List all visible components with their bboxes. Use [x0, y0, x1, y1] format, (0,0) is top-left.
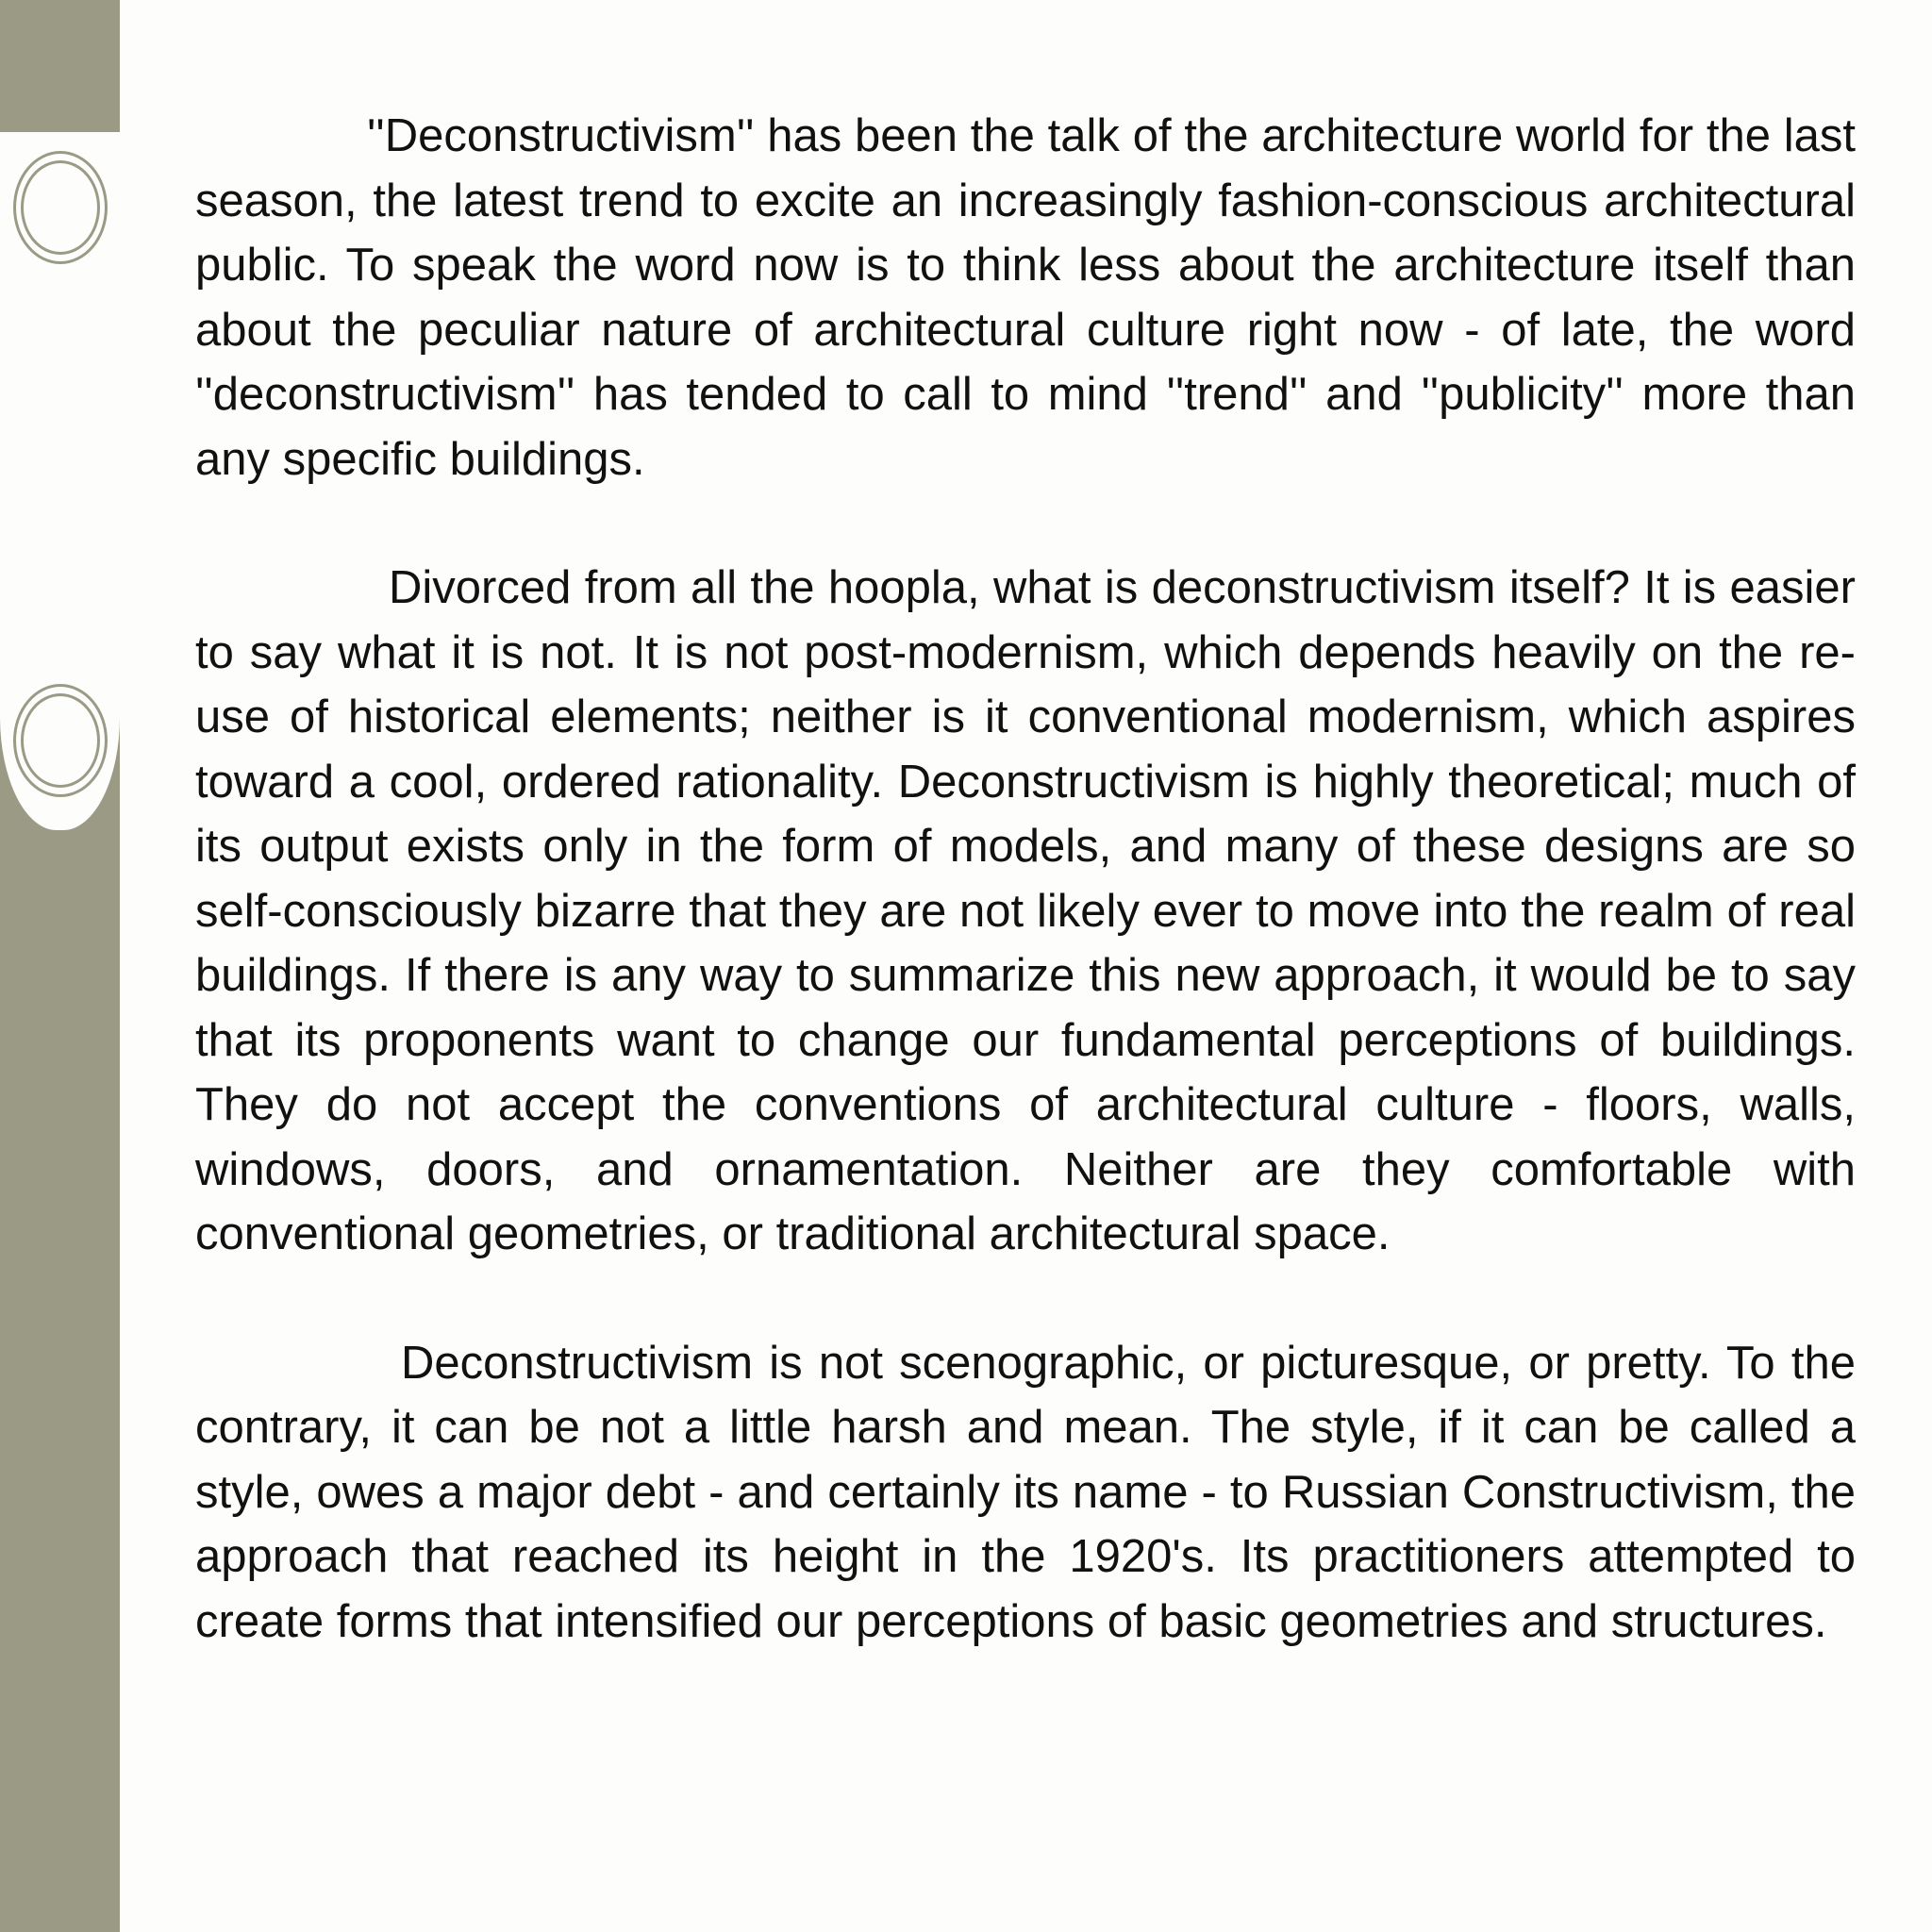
ring-ornament-bottom-inner	[21, 693, 100, 788]
ring-ornament-top-inner	[21, 160, 100, 255]
paragraph-1: ''Deconstructivism'' has been the talk of the architecture world for the last season, the latest trend to excite an increasingly fashion-conscious architectural public. To speak the word now is to think less about the architecture itself than about the peculiar nature of architectural culture right now - of late, the word ''deconstructivism'' has tended to call to mind ''trend'' and ''publicity'' more than any specific buildings.	[195, 110, 1856, 485]
body-text	[195, 104, 1856, 1718]
paragraph-2: Divorced from all the hoopla, what is deconstructivism itself? It is easier to say what it is not. It is not post-modernism, which depends heavily on the re-use of historical elements; neither is it conventional modernism, which aspires toward a cool, ordered rationality. Deconstructivism is highly theoretical; much of its output exists only in the form of models, and many of these designs are so self-consciously bizarre that they are not likely ever to move into the realm of real buildings. If there is any way to summarize this new approach, it would be to say that its proponents want to change our fundamental perceptions of buildings. They do not accept the conventions of architectural culture - floors, walls, windows, doors, and ornamentation. Neither are they comfortable with conventional geometries, or traditional architectural space.	[195, 562, 1856, 1259]
paragraph-3: Deconstructivism is not scenographic, or picturesque, or pretty. To the contrary, it can be not a little harsh and mean. The style, if it can be called a style, owes a major debt - and certainly its name - to Russian Constructivism, the approach that reached its height in the 1920's. Its practitioners attempted to create forms that intensified our perceptions of basic geometries and structures.	[195, 1337, 1856, 1647]
